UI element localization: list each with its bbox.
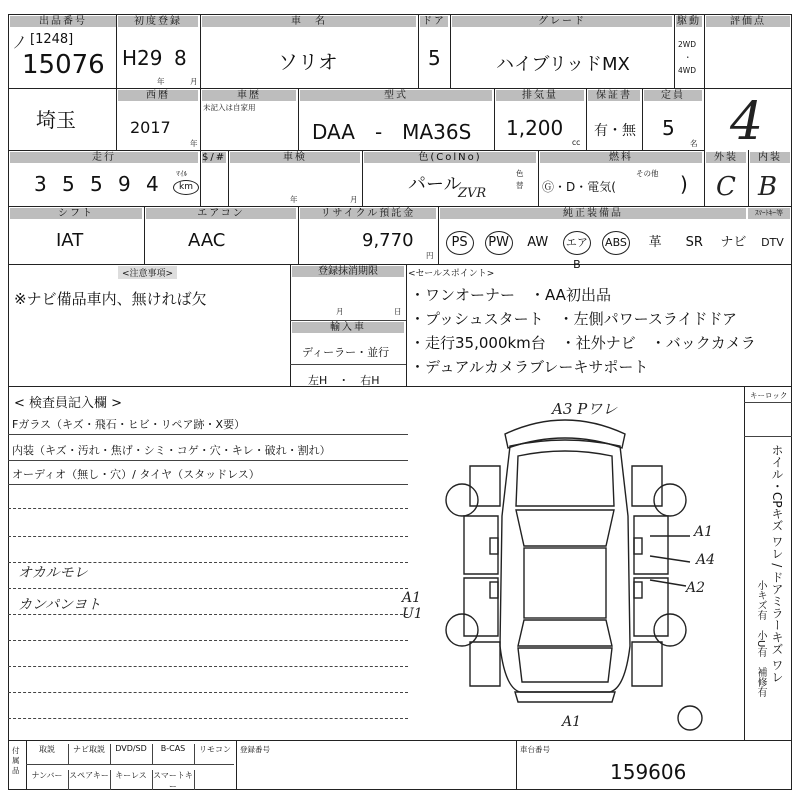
fuel-label: 燃料 (540, 152, 702, 163)
equipment-item: AW (527, 235, 549, 250)
inspector-line-1: Fガラス（キズ・飛石・ヒビ・リペア跡・X要） (12, 418, 246, 431)
inspector-title: < 検査員記入欄 > (14, 396, 123, 411)
accessory-item: DVD/SD (110, 744, 153, 764)
model-value: DAA - MA36S (312, 120, 472, 144)
equipment-item: PW (479, 226, 518, 260)
equipment-label: 純正装備品 (440, 208, 746, 219)
equipment-item: SR (685, 235, 703, 250)
divider (674, 14, 675, 88)
divider (406, 264, 407, 386)
divider (494, 88, 495, 150)
equipment-item: ナビ (720, 235, 747, 250)
mileage-digit: 3 (34, 172, 47, 196)
keylock-label: キーロック (750, 391, 788, 400)
doors-value: 5 (428, 46, 441, 70)
divider (8, 206, 792, 207)
divider (116, 88, 117, 150)
year-unit: 年 (157, 77, 165, 86)
rule-line (8, 536, 408, 537)
reg-due-day: 日 (394, 307, 402, 316)
recycle-value: 9,770 (362, 230, 414, 251)
import-value: ディーラー・並行 (302, 346, 390, 359)
exterior-value: C (716, 172, 736, 202)
year-value: 2017 (130, 118, 171, 137)
interior-value: B (758, 172, 778, 202)
inspector-line-2: 内装（キズ・汚れ・焦げ・シミ・コゲ・穴・キレ・破れ・割れ） (12, 444, 331, 457)
shift-value: IAT (56, 230, 84, 251)
mileage-digit: 5 (90, 172, 103, 196)
legend-text: ホイル・CPキズ ワレ / ドアミラーキズ ワレ (770, 444, 784, 683)
reg-no-label: 登録番号 (240, 745, 270, 754)
rule-line (8, 666, 408, 667)
reg-due-label: 登録抹消期限 (292, 266, 404, 277)
eval-label: 評価点 (706, 16, 790, 27)
month-unit: 月 (190, 77, 198, 86)
sales-label: <セールスポイント> (408, 269, 495, 279)
history-label: 車歴 (202, 90, 296, 101)
divider (744, 402, 792, 403)
warranty-value: 有・無 (594, 123, 636, 139)
lot-prefix: ﾉ (14, 33, 23, 52)
fuel-options: Ⓖ・D・電気( (542, 180, 616, 194)
capacity-unit: 名 (690, 139, 698, 148)
mileage-digit: 5 (62, 172, 75, 196)
caution-text: ※ナビ備品車内、無ければ欠 (14, 290, 207, 308)
handle-value: 左H ・ 右H (308, 374, 380, 387)
damage-mark-r1: A1 (694, 524, 714, 540)
accessories-grid (26, 740, 236, 790)
equipment-item: ABS (596, 226, 635, 260)
divider (744, 436, 792, 437)
reg-due-month: 月 (336, 307, 344, 316)
mileage-digit: 4 (146, 172, 159, 196)
accessory-item: 取説 (26, 744, 69, 764)
inspection-label: 車検 (230, 152, 360, 163)
color-label: 色(ColNo) (364, 152, 536, 163)
divider (200, 14, 201, 88)
model-label: 型式 (300, 90, 492, 101)
drive-2wd: 2WD (678, 40, 696, 49)
divider (450, 14, 451, 88)
region: 埼玉 (36, 108, 76, 132)
divider (298, 206, 299, 264)
divider (144, 206, 145, 264)
first-reg-label: 初度登録 (118, 16, 198, 27)
chassis-label: 車台番号 (520, 745, 550, 754)
recycle-label: リサイクル預託金 (300, 208, 436, 219)
divider (290, 364, 406, 365)
lot-label: 出品番号 (10, 16, 116, 27)
divider (236, 740, 237, 790)
first-reg-era: H29 (122, 46, 163, 70)
divider (116, 14, 117, 88)
divider (228, 150, 229, 206)
rule-line (8, 692, 408, 693)
damage-mark-r2: A4 (696, 552, 716, 568)
divider (290, 264, 291, 386)
accessory-item: スマートキー (152, 770, 195, 790)
mileage-unit-mile: ﾏｲﾙ (176, 169, 188, 178)
sales-point-4: ・デュアルカメラブレーキサポート (410, 358, 649, 376)
displacement-label: 排気量 (496, 90, 584, 101)
smartkey-label: ｽﾏｰﾄｷｰ等 (748, 208, 790, 219)
import-label: 輸入車 (292, 322, 404, 333)
inspection-year: 年 (290, 195, 298, 204)
year-unit: 年 (190, 139, 198, 148)
divider (538, 150, 539, 206)
damage-mark-left: A1 U1 (402, 590, 423, 622)
doors-label: ドア (420, 16, 448, 27)
car-name: ソリオ (278, 50, 338, 74)
equipment-item: エアB (557, 226, 596, 260)
sales-point-1: ・ワンオーナー ・AA初出品 (410, 286, 611, 304)
rule-line (8, 460, 408, 461)
drive-label: 駆動 (677, 16, 701, 27)
sales-point-2: ・プッシュスタート ・左側パワースライドドア (410, 310, 738, 328)
divider (516, 740, 517, 790)
divider (418, 14, 419, 88)
history-note: 未記入は自家用 (203, 103, 256, 112)
meter-label: $/# (202, 152, 227, 163)
accessory-item: ナビ取説 (68, 744, 111, 764)
color-code: ZVR (458, 186, 487, 201)
equipment-item: 革 (648, 235, 662, 250)
divider (362, 150, 363, 206)
inspector-line-3: オーディオ（無し・穴）/ タイヤ（スタッドレス） (12, 468, 260, 481)
divider (8, 264, 792, 265)
accessory-item: キーレス (110, 770, 153, 790)
warranty-label: 保証書 (588, 90, 640, 101)
shift-label: シフト (10, 208, 142, 219)
mileage-unit-km: km (173, 180, 199, 195)
rule-line (8, 614, 408, 615)
divider (586, 88, 587, 150)
fuel-other: その他 (636, 169, 659, 178)
car-damage-diagram (400, 396, 740, 736)
accessory-item: B-CAS (152, 744, 195, 764)
equipment-item: PS (440, 226, 479, 260)
displacement-value: 1,200 (506, 116, 564, 140)
color-value: パール (408, 174, 462, 195)
sales-point-3: ・走行35,000km台 ・社外ナビ ・バックカメラ (410, 334, 756, 352)
rule-line (8, 434, 408, 435)
divider (748, 150, 749, 206)
mileage-label: 走行 (10, 152, 198, 163)
equipment-item: DTV (761, 236, 784, 249)
rule-line (8, 484, 408, 485)
divider (744, 386, 745, 740)
eval-score: 4 (730, 92, 764, 152)
equipment-row (440, 226, 792, 271)
divider (8, 150, 704, 151)
handwritten-note-1: オカルモレ (18, 565, 88, 581)
accessory-item: ナンバー (26, 770, 69, 790)
capacity-label: 定員 (644, 90, 702, 101)
legend-sub: 小キズ有 小U有 補修有 (755, 580, 766, 698)
accessory-item: リモコン (194, 744, 237, 764)
drive-4wd: 4WD (678, 66, 696, 75)
inspection-month: 月 (350, 195, 358, 204)
lot-number: 15076 (22, 50, 105, 80)
divider (290, 320, 406, 321)
divider (200, 88, 201, 150)
divider (704, 14, 705, 206)
divider (438, 206, 439, 264)
mileage-digit: 9 (118, 172, 131, 196)
rule-line (8, 640, 408, 641)
rule-line (8, 718, 408, 719)
recycle-unit: 円 (426, 251, 434, 260)
ac-value: AAC (188, 230, 226, 251)
cc-unit: cc (572, 138, 581, 147)
rule-line (8, 588, 408, 589)
grade-label: グレード (452, 16, 672, 27)
accessory-item: スペアキー (68, 770, 111, 790)
grade-value: ハイブリッドMX (496, 54, 630, 75)
damage-mark-r3: A2 (686, 580, 706, 596)
divider (642, 88, 643, 150)
chassis-value: 159606 (610, 760, 687, 784)
lot-sub: [1248] (30, 32, 74, 47)
damage-mark-front: A3 Pワレ (552, 400, 618, 418)
damage-mark-rear: A1 (562, 714, 582, 730)
first-reg-month: 8 (174, 46, 187, 70)
rule-line (8, 508, 408, 509)
handwritten-note-2: カンパンヨト (18, 597, 102, 613)
ac-label: エアコン (146, 208, 296, 219)
exterior-label: 外装 (706, 152, 746, 163)
capacity-value: 5 (662, 116, 675, 140)
car-name-label: 車 名 (202, 16, 416, 27)
fuel-close: ) (680, 172, 688, 196)
interior-label: 内装 (750, 152, 790, 163)
divider (200, 150, 201, 206)
caution-label: <注意事項> (118, 266, 177, 279)
accessories-label: 付属品 (12, 746, 20, 775)
divider (8, 386, 792, 387)
drive-dot: ・ (684, 53, 692, 62)
divider (8, 88, 792, 89)
color-change: 色替 (516, 169, 524, 190)
year-label: 西暦 (118, 90, 198, 101)
divider (298, 88, 299, 150)
